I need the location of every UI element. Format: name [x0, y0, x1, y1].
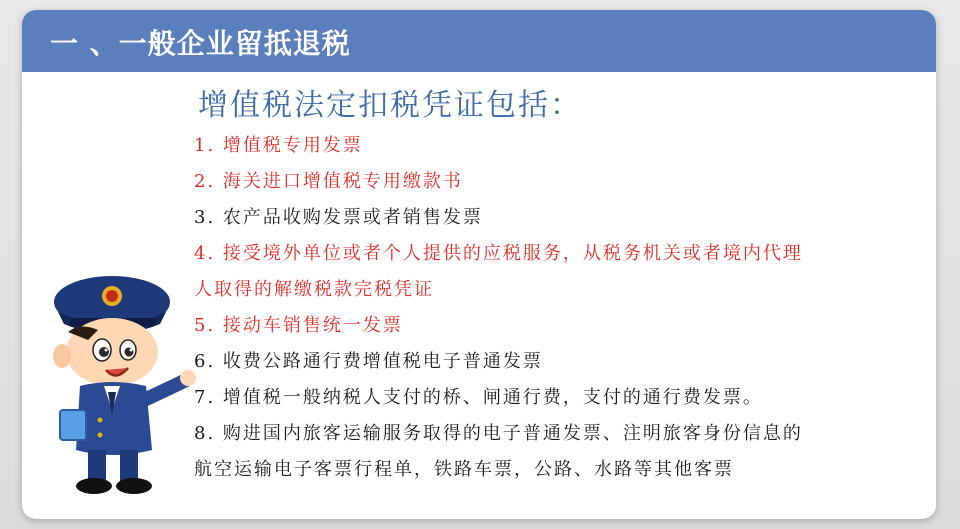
list-item: 航空运输电子客票行程单，铁路车票，公路、水路等其他客票: [194, 459, 734, 480]
slide-card: [22, 10, 936, 519]
list-item: 7. 增值税一般纳税人支付的桥、闸通行费，支付的通行费发票。: [194, 387, 763, 408]
list-item: 3. 农产品收购发票或者销售发票: [194, 207, 483, 228]
header-title: 一 、一般企业留抵退税: [50, 27, 351, 60]
list-item: 5. 接动车销售统一发票: [194, 315, 403, 336]
list-item: 8. 购进国内旅客运输服务取得的电子普通发票、注明旅客身份信息的: [194, 423, 803, 444]
list-item: 4. 接受境外单位或者个人提供的应税服务，从税务机关或者境内代理: [194, 243, 803, 264]
subtitle: 增值税法定扣税凭证包括：: [198, 88, 582, 123]
list-item: 人取得的解缴税款完税凭证: [194, 279, 434, 300]
list-item: 1. 增值税专用发票: [194, 135, 363, 156]
list-item: 2. 海关进口增值税专用缴款书: [194, 171, 463, 192]
voucher-list: [194, 128, 894, 488]
list-item: 6. 收费公路通行费增值税电子普通发票: [194, 351, 543, 372]
tax-officer-mascot-icon: [40, 260, 200, 500]
header-bar: [22, 10, 936, 72]
